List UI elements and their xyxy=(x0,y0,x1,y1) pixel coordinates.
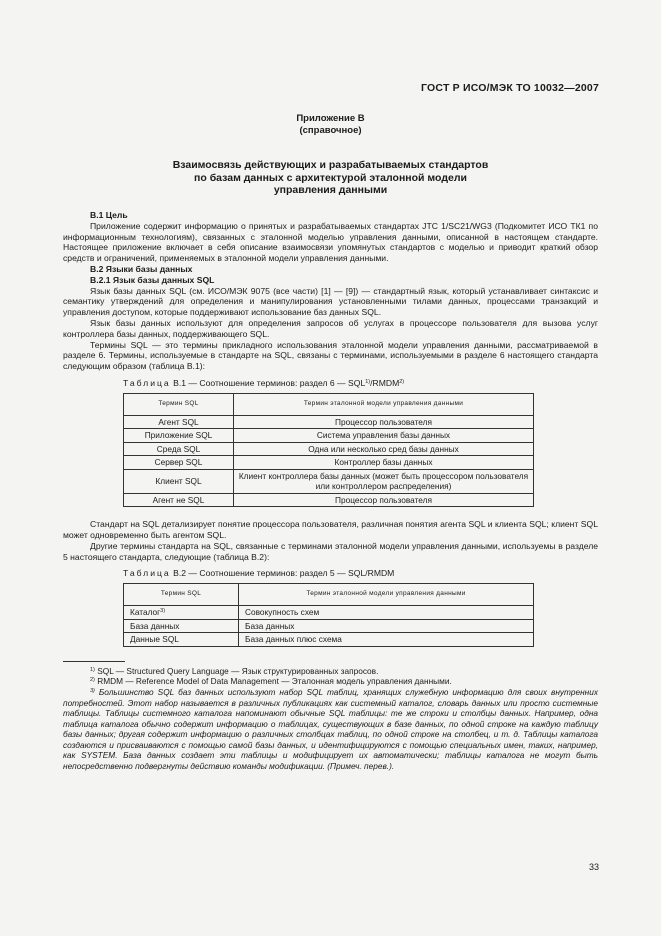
section-b2-heading: В.2 Языки базы данных xyxy=(90,263,193,274)
table1-col-sql: Термин SQL xyxy=(124,393,234,415)
page-number: 33 xyxy=(588,862,599,872)
title-line-3: управления данными xyxy=(273,184,388,196)
footnote-text: SQL — Structured Query Language — Язык структурированных запросов. xyxy=(97,665,379,676)
main-title xyxy=(0,159,661,197)
cell-rmdm-term: Система управления базы данных xyxy=(234,429,534,443)
cell-sql-term: Сервер SQL xyxy=(124,456,234,470)
paragraph-other-terms: Другие термины стандарта на SQL, связанные с терминами эталонной модели управления данными, используемы в разделе 5 настоящего стандарта, следующие (таблица В.2): xyxy=(63,540,598,562)
cell-sql-term: Данные SQL xyxy=(124,633,239,647)
table-row xyxy=(124,633,534,647)
cell-rmdm-term: База данных xyxy=(239,619,534,633)
cell-rmdm-term: База данных плюс схема xyxy=(239,633,534,647)
table2-caption-word: Таблица xyxy=(123,568,171,579)
cell-rmdm-term: Одна или несколько сред базы данных xyxy=(234,442,534,456)
title-line-1: Взаимосвязь действующих и разрабатываемых стандартов xyxy=(172,159,489,171)
paragraph-sql-usage: Язык базы данных используют для определения запросов об услугах в процессоре пользователя для вызова услуг контроллера базы данных, поддерживающего SQL. xyxy=(63,317,598,339)
table-row xyxy=(124,415,534,429)
table-row xyxy=(124,429,534,443)
footnote-2 xyxy=(63,676,598,687)
footnote-1 xyxy=(63,666,598,677)
table-row xyxy=(124,442,534,456)
table1-caption-mid: /RMDM xyxy=(370,377,400,388)
paragraph-sql-terms: Термины SQL — это термины прикладного использования эталонной модели управления данными, рассматриваемой в разделе 6. Термины, используемые в стандарте на SQL, связаны с терминами, используемыми в разделе 6 настоящего стандарта следующим образом (таблица В.1): xyxy=(63,339,598,372)
footnote-text: RMDM — Reference Model of Data Management — Эталонная модель управления данными. xyxy=(97,676,452,687)
cell-sql-term: База данных xyxy=(124,619,239,633)
table-terms-section6 xyxy=(123,393,534,508)
table1-caption-sup2: 2) xyxy=(399,378,405,385)
standard-code: ГОСТ Р ИСО/МЭК ТО 10032—2007 xyxy=(421,82,599,94)
cell-sql-term xyxy=(124,606,239,620)
appendix-label: Приложение В xyxy=(296,113,365,124)
footnote-number: 2) xyxy=(90,677,95,684)
table-row xyxy=(124,606,534,620)
footnote-number: 1) xyxy=(90,666,95,673)
footnote-3 xyxy=(63,687,598,772)
table1-caption xyxy=(63,378,598,389)
title-line-2: по базам данных с архитектурой эталонной модели xyxy=(194,171,467,184)
cell-sql-term: Среда SQL xyxy=(124,442,234,456)
cell-sql-term: Агент не SQL xyxy=(124,493,234,507)
table2-caption xyxy=(63,568,598,579)
section-b1-heading: В.1 Цель xyxy=(90,210,128,220)
cell-sql-term: Клиент SQL xyxy=(124,469,234,493)
table1-col-rmdm: Термин эталонной модели управления данными xyxy=(234,393,534,415)
table-terms-section5 xyxy=(123,583,534,647)
table1-caption-word: Таблица xyxy=(123,377,171,388)
table2-col-sql: Термин SQL xyxy=(124,584,239,606)
footnote-ref: 3) xyxy=(160,608,166,615)
appendix-title xyxy=(0,113,661,137)
table-row xyxy=(124,493,534,507)
footnote-number: 3) xyxy=(90,687,95,694)
section-b21-heading: В.2.1 Язык базы данных SQL xyxy=(90,274,215,285)
table-header-row xyxy=(124,393,534,415)
footnote-text: Большинство SQL баз данных используют набор SQL таблиц, хранящих служебную информацию для своих внутренних потребностей. Этот набор называется в различных публикациях как системный каталог, словарь данных или просто системные таблицы. Таблицы системного каталога напоминают обычные SQL таблицы: те же строки и столбцы данных. Например, одна таблица каталога обычно содержит информацию о таблицах, существующих в базе данных, по одной строке на каждую таблицу базы данных; другая содержит информацию о различных столбцах таблиц, по одной строке на столбец, и т. д. Таблицы каталога создаются и присваиваются с помощью самой базы данных, и идентифицируются с помощью специальных имен, таких, например, как SYSTEM. База данных создает эти таблицы и модифицирует их автоматически; таблицы каталога не могут быть непосредственно подвергнуты действию команды модификации. (Примеч. перев.). xyxy=(63,686,598,772)
cell-sql-term: Приложение SQL xyxy=(124,429,234,443)
cell-rmdm-term: Контроллер базы данных xyxy=(234,456,534,470)
cell-rmdm-term: Процессор пользователя xyxy=(234,415,534,429)
table-header-row xyxy=(124,584,534,606)
cell-rmdm-term: Клиент контроллера базы данных (может быть процессором пользователя или контроллером распределения) xyxy=(234,469,534,493)
paragraph-sql-language: Язык базы данных SQL (см. ИСО/МЭК 9075 (все части) [1] — [9]) — стандартный язык, который устанавливает синтаксис и семантику утверждений для определения и манипулирования установленными тилами данных, процессами транзакций и управления доступом, которые поддерживают использование баз данных SQL. xyxy=(63,285,598,318)
cell-rmdm-term: Процессор пользователя xyxy=(234,493,534,507)
cell-sql-term: Агент SQL xyxy=(124,415,234,429)
footnote-divider xyxy=(63,661,125,662)
table-row xyxy=(124,619,534,633)
cell-rmdm-term: Совокупность схем xyxy=(239,606,534,620)
table-row xyxy=(124,456,534,470)
appendix-type: (справочное) xyxy=(299,125,362,136)
paragraph-sql-detail: Стандарт на SQL детализирует понятие процессора пользователя, различная понятия агента SQL и клиента SQL; клиент SQL может одновременно быть агентом SQL. xyxy=(63,519,598,541)
body-text xyxy=(63,210,598,772)
table2-col-rmdm: Термин эталонной модели управления данными xyxy=(239,584,534,606)
table1-caption-sup1: 1) xyxy=(365,378,371,385)
cell-sql-text: Каталог xyxy=(130,607,161,618)
table1-caption-text: В.1 — Соотношение терминов: раздел 6 — SQL xyxy=(173,377,366,388)
table-row xyxy=(124,469,534,493)
table2-caption-text: В.2 — Соотношение терминов: раздел 5 — SQL/RMDM xyxy=(173,568,395,579)
section-b1-text: Приложение содержит информацию о принятых и разрабатываемых стандартах JTC 1/SC21/WG3 (Подкомитет ИСО ТК1 по информационным технологиям), связанных с эталонной моделью управления данными, описанной в настоящем стандарте. Настоящее приложение включает в себя описание взаимосвязи упомянутых стандартов с моделью и приводит краткий обзор средств и ограничений, применяемых в эталонной модели управления данными. xyxy=(63,220,598,264)
